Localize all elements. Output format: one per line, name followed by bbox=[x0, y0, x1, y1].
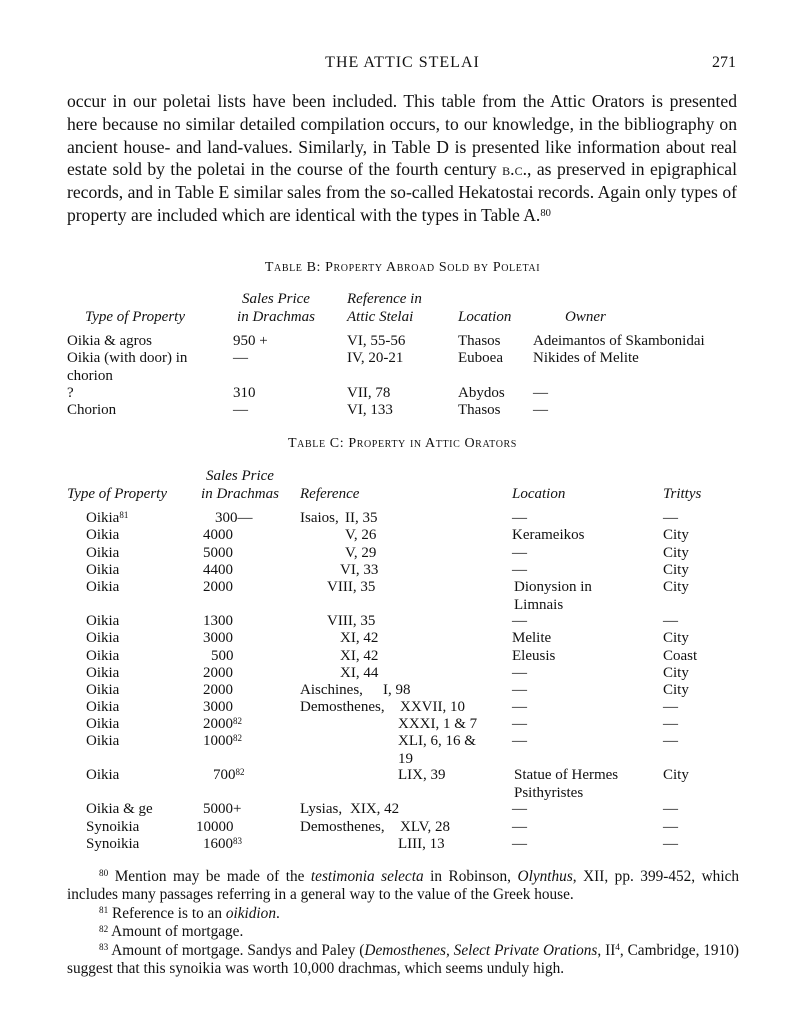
table-b-cell-reference: VII, 78 bbox=[347, 385, 391, 401]
table-c-cell-reference: VIII, 35 bbox=[327, 613, 376, 629]
table-c-cell-price bbox=[203, 835, 242, 853]
table-c-cell-location: — bbox=[512, 733, 527, 749]
table-c-cell-reference bbox=[398, 732, 480, 768]
footnote-text: , XII, pp. 399-452, which includes many passages referring in a general way to the value of the Greek house. bbox=[67, 868, 740, 904]
table-c-cell-type: Oikia bbox=[86, 613, 120, 629]
intro-text-part-2: , as preserved in epigraphical records, and in Table E similar sales from the so-called Hekatostai records. Again only types of property are included which are identical with the types in Table A. bbox=[67, 159, 737, 225]
table-b-header-price-line-1: Sales Price bbox=[242, 291, 310, 307]
table-b-header-price-line-2: in Drachmas bbox=[237, 309, 315, 325]
table-c-header-price bbox=[190, 467, 290, 503]
footnote-number: 81 bbox=[99, 905, 109, 916]
table-b-cell-owner: — bbox=[533, 385, 548, 401]
table-c-header-type: Type of Property bbox=[67, 486, 167, 502]
running-title: THE ATTIC STELAI bbox=[325, 54, 480, 71]
intro-text bbox=[67, 90, 737, 227]
table-c-cell-type: Oikia bbox=[86, 545, 120, 561]
table-b-cell-location: Thasos bbox=[458, 402, 501, 418]
table-b-cell-owner: Adeimantos of Skambonidai bbox=[533, 333, 705, 349]
table-c-title: Table C: Property in Attic Orators bbox=[288, 436, 517, 451]
table-c-cell-trittys: City bbox=[663, 545, 689, 561]
table-c-cell-price: 2000 bbox=[203, 682, 233, 698]
intro-paragraph bbox=[67, 90, 737, 227]
table-c-cell-type: Oikia bbox=[86, 562, 120, 578]
table-c-cell-location: — bbox=[512, 613, 527, 629]
table-c-cell-price: 4000 bbox=[203, 527, 233, 543]
table-b-cell-location: Euboea bbox=[458, 350, 503, 366]
table-b-cell-type bbox=[67, 349, 217, 385]
table-b-header-type: Type of Property bbox=[85, 309, 185, 325]
table-c-cell-trittys: — bbox=[663, 801, 678, 817]
table-b-cell-price: 310 bbox=[233, 385, 256, 401]
table-b-cell-type-text: Oikia (with door) in chorion bbox=[67, 350, 188, 384]
table-b-cell-type: Chorion bbox=[67, 402, 117, 418]
table-c-cell-price-text: 700 bbox=[213, 767, 236, 783]
table-c-cell-trittys: — bbox=[663, 699, 678, 715]
table-b-cell-reference: IV, 20-21 bbox=[347, 350, 404, 366]
table-c-cell-trittys: City bbox=[663, 682, 689, 698]
table-c-header-trittys: Trittys bbox=[663, 486, 702, 502]
table-b-cell-location: Thasos bbox=[458, 333, 501, 349]
table-c-cell-trittys: — bbox=[663, 819, 678, 835]
footnote-number: 82 bbox=[99, 923, 109, 934]
table-c-cell-location: — bbox=[512, 665, 527, 681]
table-b-cell-type: ? bbox=[67, 385, 74, 401]
table-b-title: Table B: Property Abroad Sold by Poletai bbox=[264, 260, 541, 275]
running-header bbox=[0, 54, 805, 76]
table-c-cell-price: 4400 bbox=[203, 562, 233, 578]
table-c-cell-price: 3000 bbox=[203, 699, 233, 715]
table-c-cell-price: 2000 bbox=[203, 665, 233, 681]
table-b-cell-price: — bbox=[233, 402, 248, 418]
footnote-80 bbox=[67, 868, 739, 905]
table-c-cell-author: Aischines, bbox=[300, 682, 363, 698]
footnote-ref-81: 81 bbox=[119, 509, 129, 520]
table-c-cell-author: Demosthenes, bbox=[300, 699, 385, 715]
table-c-cell-reference: LIII, 13 bbox=[398, 836, 445, 852]
table-c-cell-trittys: — bbox=[663, 510, 678, 526]
table-c-cell-location: — bbox=[512, 836, 527, 852]
table-c-cell-reference: XIX, 42 bbox=[350, 801, 400, 817]
footnote-ref-83: 83 bbox=[233, 835, 242, 846]
table-c-cell-type: Oikia bbox=[86, 579, 120, 595]
table-c-cell-trittys: City bbox=[663, 665, 689, 681]
table-c-cell-reference: XLV, 28 bbox=[400, 819, 451, 835]
table-b-cell-reference: VI, 55-56 bbox=[347, 333, 406, 349]
page-number: 271 bbox=[712, 54, 736, 71]
footnote-text: Mention may be made of the bbox=[114, 868, 311, 885]
table-c-cell-type: Oikia bbox=[86, 648, 120, 664]
table-c-cell-price-text: 300— bbox=[215, 510, 253, 526]
table-c-cell-price-text: 1000 bbox=[203, 733, 233, 749]
table-b-cell-owner: Nikides of Melite bbox=[533, 350, 639, 366]
table-c-cell-author: Demosthenes, bbox=[300, 819, 385, 835]
table-c-cell-price bbox=[213, 766, 245, 784]
table-c-cell-price: 5000 bbox=[203, 545, 233, 561]
table-c-cell-type: Oikia bbox=[86, 767, 120, 783]
table-b-header-ref-line-2: Attic Stelai bbox=[347, 309, 414, 325]
footnote-number: 83 bbox=[99, 942, 109, 953]
table-c-cell-price: 1300 bbox=[203, 613, 233, 629]
table-c-cell-price: 500 bbox=[211, 648, 234, 664]
table-b-cell-owner: — bbox=[533, 402, 548, 418]
table-c-cell-location: Melite bbox=[512, 630, 552, 646]
footnote-number: 80 bbox=[99, 868, 109, 879]
table-c-cell-location: — bbox=[512, 699, 527, 715]
table-c-cell-trittys: — bbox=[663, 716, 678, 732]
table-c-cell-price bbox=[203, 732, 242, 750]
table-c-cell-reference: XXVII, 10 bbox=[400, 699, 465, 715]
table-c-cell-location: — bbox=[512, 682, 527, 698]
footnote-83 bbox=[67, 942, 739, 979]
table-c-cell-trittys: City bbox=[663, 579, 689, 595]
footnote-ref-82: 82 bbox=[233, 715, 242, 726]
table-c-cell-price: 10000 bbox=[196, 819, 234, 835]
table-c-cell-price: 3000 bbox=[203, 630, 233, 646]
table-c-cell-trittys: — bbox=[663, 613, 678, 629]
table-c-cell-location: — bbox=[512, 801, 527, 817]
table-c-cell-type: Oikia bbox=[86, 682, 120, 698]
table-c-cell-type: Oikia bbox=[86, 716, 120, 732]
table-c-cell-type bbox=[86, 509, 128, 527]
footnote-text: Amount of mortgage. bbox=[111, 923, 244, 941]
table-c-cell-location: Kerameikos bbox=[512, 527, 585, 543]
footnote-ref-82: 82 bbox=[235, 766, 245, 777]
footnote-81 bbox=[67, 905, 739, 923]
footnote-text: Reference is to an bbox=[112, 904, 226, 922]
footnote-italic: Olynthus bbox=[517, 868, 573, 885]
table-c-cell-type: Oikia bbox=[86, 665, 120, 681]
table-c-cell-reference: V, 26 bbox=[345, 527, 377, 543]
table-b-header-reference bbox=[347, 290, 422, 326]
intro-era-abbrev: b.c. bbox=[502, 159, 527, 180]
footnote-text: , Cambridge, 1910) suggest that this synoikia was worth 10,000 drachmas, which seems unduly high. bbox=[67, 941, 739, 978]
table-c-cell-trittys: — bbox=[663, 836, 678, 852]
table-c-cell-trittys: Coast bbox=[663, 648, 698, 664]
table-c-cell-reference: XI, 42 bbox=[340, 648, 379, 664]
table-c-cell-trittys: City bbox=[663, 630, 689, 646]
table-c-cell-reference: LIX, 39 bbox=[398, 767, 446, 783]
table-c-cell-location-text: Statue of Hermes Psithyristes bbox=[514, 767, 619, 801]
footnote-italic: Demosthenes, Select Private Orations bbox=[364, 941, 598, 959]
table-b-cell-price: 950 + bbox=[233, 333, 268, 349]
table-c-cell-trittys: — bbox=[663, 733, 678, 749]
footnote-82 bbox=[67, 923, 739, 941]
table-c-cell-location: — bbox=[512, 716, 527, 732]
table-c-header-reference: Reference bbox=[300, 486, 360, 502]
table-b-header-price bbox=[216, 290, 336, 326]
table-b-cell-reference: VI, 133 bbox=[347, 402, 393, 418]
table-c-header-location: Location bbox=[512, 486, 566, 502]
table-b-cell-location: Abydos bbox=[458, 385, 505, 401]
table-c-cell-type: Oikia bbox=[86, 733, 120, 749]
table-b-header-owner: Owner bbox=[565, 309, 606, 325]
table-c-cell-reference: XI, 44 bbox=[340, 665, 379, 681]
table-c-cell-location: — bbox=[512, 545, 527, 561]
footnote-text: in Robinson, bbox=[423, 868, 518, 885]
table-c-cell-price bbox=[203, 715, 242, 733]
table-c-cell-trittys: City bbox=[663, 562, 689, 578]
table-c-cell-reference: XXXI, 1 & 7 bbox=[398, 716, 478, 732]
table-c-cell-reference-text: XLI, 6, 16 & 19 bbox=[398, 733, 476, 767]
table-c-cell-price bbox=[215, 509, 253, 527]
table-c-cell-type: Oikia bbox=[86, 699, 120, 715]
table-c-cell-reference: I, 98 bbox=[383, 682, 411, 698]
table-c-header-price-line-1: Sales Price bbox=[206, 468, 274, 484]
footnote-text: , II bbox=[597, 941, 616, 959]
table-c-cell-trittys: City bbox=[663, 527, 689, 543]
footnote-superscript: 4 bbox=[615, 942, 620, 953]
table-c-cell-location bbox=[514, 578, 634, 614]
table-b-header-location: Location bbox=[458, 309, 512, 325]
table-c-cell-price-text: 1600 bbox=[203, 836, 233, 852]
footnote-italic: oikidion bbox=[225, 904, 276, 922]
table-c-cell-type: Synoikia bbox=[86, 836, 140, 852]
footnote-ref-82: 82 bbox=[233, 732, 242, 743]
table-c-cell-location: Eleusis bbox=[512, 648, 556, 664]
table-c-cell-location-text: Dionysion in Limnais bbox=[514, 579, 592, 613]
table-c-cell-price-text: 2000 bbox=[203, 716, 233, 732]
table-c-cell-reference: VI, 33 bbox=[340, 562, 379, 578]
table-c-cell-author: Isaios, bbox=[300, 510, 339, 526]
table-c-cell-reference: VIII, 35 bbox=[327, 579, 376, 595]
table-c-cell-price: 2000 bbox=[203, 579, 233, 595]
table-c-cell-type: Oikia & ge bbox=[86, 801, 153, 817]
table-c-cell-trittys: City bbox=[663, 767, 689, 783]
table-c-cell-location: — bbox=[512, 562, 527, 578]
table-c-header-price-line-2: in Drachmas bbox=[201, 486, 279, 502]
table-c-cell-type: Synoikia bbox=[86, 819, 140, 835]
table-c-cell-type-text: Oikia bbox=[86, 510, 120, 526]
table-b-header-ref-line-1: Reference in bbox=[347, 291, 422, 307]
table-c-cell-author: Lysias, bbox=[300, 801, 343, 817]
table-c-cell-reference: V, 29 bbox=[345, 545, 377, 561]
footnote-text: . bbox=[275, 904, 280, 922]
footnotes bbox=[67, 868, 739, 978]
table-c-cell-location: — bbox=[512, 819, 527, 835]
table-c-cell-type: Oikia bbox=[86, 630, 120, 646]
table-c-cell-location bbox=[514, 766, 644, 802]
footnote-text: Amount of mortgage. Sandys and Paley ( bbox=[111, 941, 365, 959]
table-c-cell-reference: XI, 42 bbox=[340, 630, 379, 646]
footnote-ref-80: 80 bbox=[540, 207, 551, 219]
table-b-cell-price: — bbox=[233, 350, 248, 366]
table-c-cell-type: Oikia bbox=[86, 527, 120, 543]
intro-text-part-1: occur in our poletai lists have been included. This table from the Attic Orators is presented here because no similar detailed compilation occurs, to our knowledge, in the bibliography on ancient house- and land-values. Similarly, in Table D is presented like information about real estate sold by the poletai in the course of the fourth century bbox=[67, 91, 737, 180]
table-c-cell-location: — bbox=[512, 510, 527, 526]
table-b-cell-type: Oikia & agros bbox=[67, 333, 152, 349]
table-c-cell-price: 5000+ bbox=[203, 801, 242, 817]
footnote-italic: testimonia selecta bbox=[310, 868, 424, 885]
table-c-cell-reference: II, 35 bbox=[345, 510, 378, 526]
